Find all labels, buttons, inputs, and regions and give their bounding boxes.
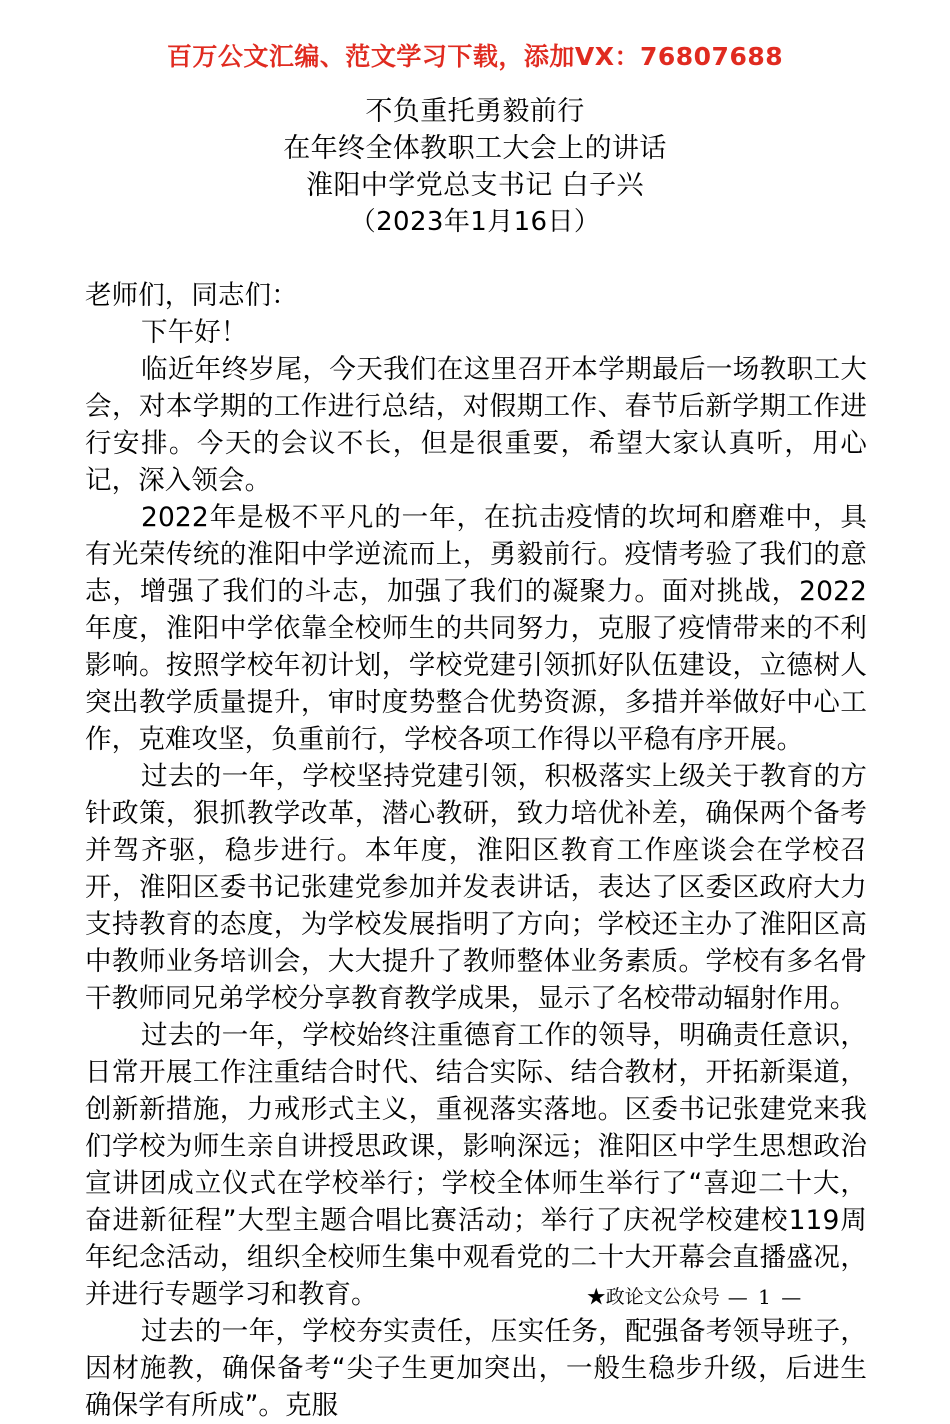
paragraph-3: 过去的一年，学校坚持党建引领，积极落实上级关于教育的方针政策，狠抓教学改革，潜心教研，致力培优补差，确保两个备考并驾齐驱，稳步进行。本年度，淮阳区教育工作座谈会在学校召开，淮阳区委书记张建党参加并发表讲话，表达了区委区政府大力支持教育的态度，为学校发展指明了方向；学校还主办了淮阳区高中教师业务培训会，大大提升了教师整体业务素质。学校有多名骨干教师同兄弟学校分享教育教学成果，显示了名校带动辐射作用。 [85,761,867,1014]
paragraph-1: 临近年终岁尾，今天我们在这里召开本学期最后一场教职工大会，对本学期的工作进行总结，对假期工作、春节后新学期工作进行安排。今天的会议不长，但是很重要，希望大家认真听，用心记，深入领会。 [85,354,867,496]
salutation: 老师们，同志们： [85,280,298,311]
paragraph-4: 过去的一年，学校始终注重德育工作的领导，明确责任意识，日常开展工作注重结合时代、结合实际、结合教材，开拓新渠道，创新新措施，力戒形式主义，重视落实落地。区委书记张建党来我们学校为师生亲自讲授思政课，影响深远；淮阳区中学生思想政治宣讲团成立仪式在学校举行；学校全体师生举行了“喜迎二十大，奋进新征程”大型主题合唱比赛活动；举行了庆祝学校建校119周年纪念活动，组织全校师生集中观看党的二十大开幕会直播盛况，并进行专题学习和教育。 [85,1020,867,1310]
greeting: 下午好！ [141,317,248,348]
document-title-block [0,93,950,241]
document-body [85,277,867,1424]
paragraph-5: 过去的一年，学校夯实责任，压实任务，配强备考领导班子，因材施教，确保备考“尖子生更加突出，一般生稳步升级，后进生确保学有所成”。克服 [85,1316,867,1421]
footer-watermark: ★政论文公众号 [586,1286,720,1308]
paragraph-2: 2022年是极不平凡的一年，在抗击疫情的坎坷和磨难中，具有光荣传统的淮阳中学逆流而上，勇毅前行。疫情考验了我们的意志，增强了我们的斗志，加强了我们的凝聚力。面对挑战，2022年度，淮阳中学依靠全校师生的共同努力，克服了疫情带来的不利影响。按照学校年初计划，学校党建引领抓好队伍建设，立德树人突出教学质量提升，审时度势整合优势资源，多措并举做好中心工作，克难攻坚，负重前行，学校各项工作得以平稳有序开展。 [85,502,867,755]
title-line-subject: 在年终全体教职工大会上的讲话 [283,133,667,164]
footer-inner [587,1285,803,1309]
page-number: — 1 — [727,1285,804,1309]
title-line-main: 不负重托勇毅前行 [365,96,585,127]
page-footer [0,1285,950,1309]
title-line-speaker: 淮阳中学党总支书记 白子兴 [306,170,644,201]
promo-banner: 百万公文汇编、范文学习下载，添加VX：76807688 [166,42,784,71]
title-line-date: （2023年1月16日） [349,207,601,237]
